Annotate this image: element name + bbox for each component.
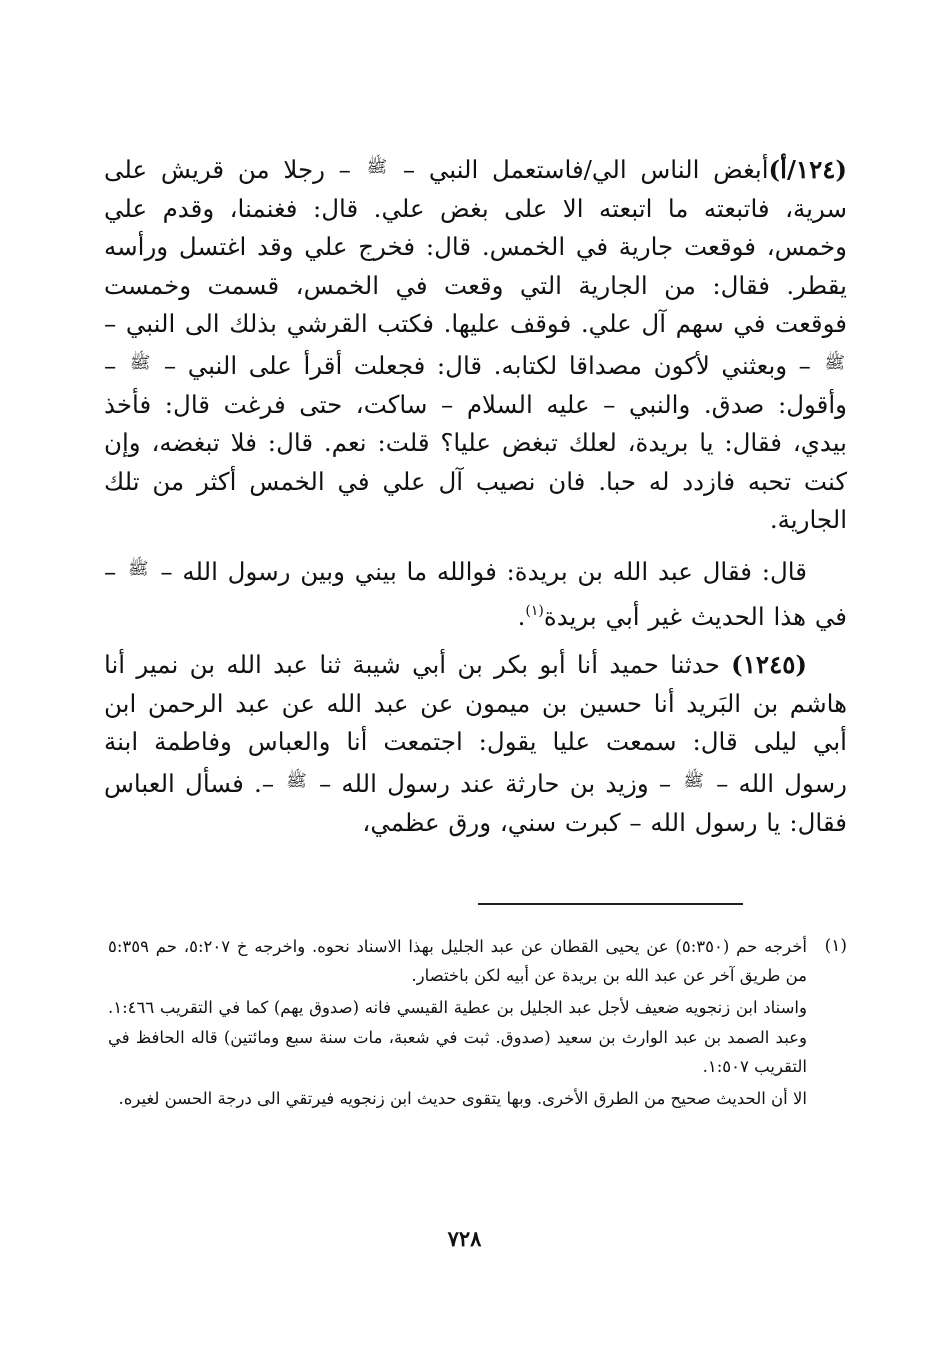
paragraph-1-text-d: – وأقول: صدق. والنبي – عليه السلام – ساكت، حتى فرغت قال: فأخذ بيدي، فقال: يا بريدة، لعلك تبغض عليا؟ قلت: نعم. قال: فلا تبغضه، وإن كنت تحبه فازدد له حبا. فان نصيب آل علي في الخمس أكثر من تلك الجارية. <box>104 350 847 535</box>
footnote-marker: (١) <box>525 602 544 619</box>
salawat-honorific: ﷺ <box>366 157 388 177</box>
paragraph-3 <box>104 646 847 842</box>
footnote-number: (١) <box>824 936 847 956</box>
page-number: ٧٢٨ <box>447 1226 482 1251</box>
footnote-1 <box>108 932 847 1113</box>
footnotes <box>108 932 847 1113</box>
hadith-number: (١٢٤٥) <box>731 650 807 680</box>
salawat-honorific: ﷺ <box>128 558 149 579</box>
main-text <box>104 148 847 842</box>
salawat-honorific: ﷺ <box>286 770 307 791</box>
salawat-honorific: ﷺ <box>824 352 846 373</box>
margin-folio-reference: (١٢٤/أ) <box>768 155 847 184</box>
paragraph-2-text-a: قال: فقال عبد الله بن بريدة: فوالله ما بيني وبين رسول الله – <box>160 556 807 586</box>
footnote-body <box>108 932 807 1113</box>
paragraph-2-text-b: – في هذا الحديث غير أبي بريدة <box>104 556 847 631</box>
paragraph-3-text-c: –. فسأل العباس فقال: يا رسول الله – كبرت سني، ورق عظمي، <box>104 768 847 837</box>
footnote-paragraph: واسناد ابن زنجويه ضعيف لأجل عبد الجليل بن عطية القيسي فانه (صدوق يهم) كما في التقريب ١:٤٦٦. وعبد الصمد بن عبد الوارث بن سعيد (صدوق. ثبت في شعبة، مات سنة سبع ومائتين) قاله الحافظ في التقريب ١:٥٠٧. <box>108 998 807 1076</box>
footnote-separator <box>478 903 743 905</box>
paragraph-3-text-b: – وزيد بن حارثة عند رسول الله – <box>319 768 672 798</box>
paragraph-1 <box>104 148 847 540</box>
salawat-honorific: ﷺ <box>129 352 151 373</box>
paragraph-2 <box>104 550 847 636</box>
salawat-honorific: ﷺ <box>683 770 704 791</box>
paragraph-2-text-c: . <box>517 601 526 631</box>
paragraph-1-text-c: – وبعثني لأكون مصداقا لكتابه. قال: فجعلت أقرأ على النبي – <box>163 350 811 380</box>
footnote-paragraph: الا أن الحديث صحيح من الطرق الأخرى. وبها يتقوى حديث ابن زنجويه فيرتقي الى درجة الحسن لغيره. <box>118 1089 807 1109</box>
paragraph-1-text-b: – رجلا من قريش على سرية، فاتبعته ما اتبعته الا على بغض علي. قال: فغنمنا، وقدم علي وخمس، فوقعت جارية في الخمس. قال: فخرج علي وقد اغتسل ورأسه يقطر. فقال: من الجارية التي وقعت في الخمس، قسمت وخمست فوقعت في سهم آل علي. فوقف عليها. فكتب القرشي بذلك الى النبي – <box>104 155 847 339</box>
paragraph-3-text-a: حدثنا حميد أنا أبو بكر بن أبي شيبة ثنا عبد الله بن نمير أنا هاشم بن البَريد أنا حسين بن ميمون عن عبد الله عن عبد الرحمن ابن أبي ليلى قال: سمعت عليا يقول: اجتمعت أنا والعباس وفاطمة ابنة رسول الله – <box>104 650 847 798</box>
paragraph-1-text-a: أبغض الناس الي/فاستعمل النبي – <box>402 155 769 184</box>
footnote-paragraph: أخرجه حم (٥:٣٥٠) عن يحيى القطان عن عبد الجليل بهذا الاسناد نحوه. واخرجه خ ٥:٢٠٧، حم ٥:٣٥٩ من طريق آخر عن عبد الله بن بريدة عن أبيه لكن باختصار. <box>108 937 808 986</box>
